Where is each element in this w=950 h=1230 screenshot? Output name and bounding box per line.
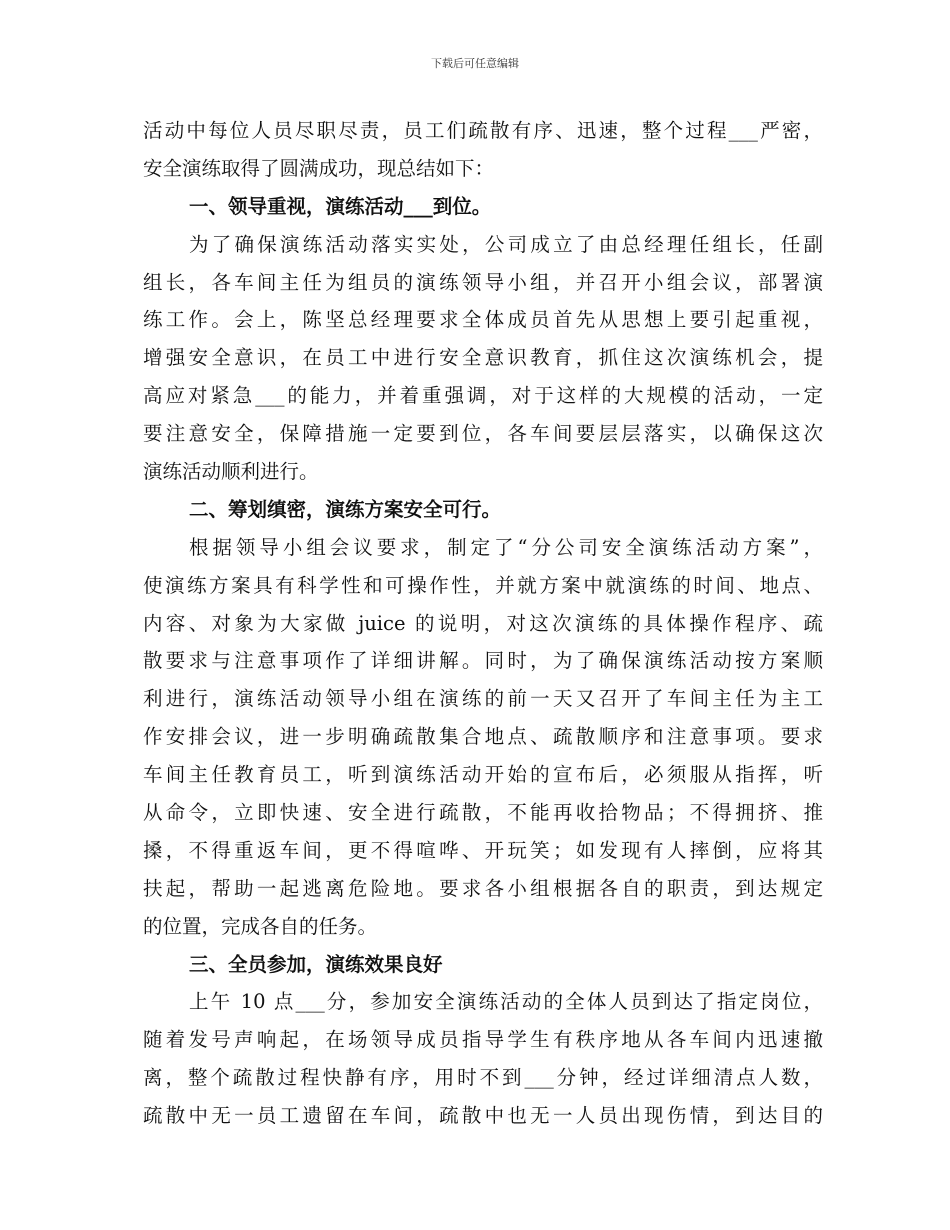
text-line: 高应对紧急___的能力，并着重强调，对于这样的大规模的活动，一定 (143, 384, 823, 408)
text-line: 扶起，帮助一起逃离危险地。要求各小组根据各自的职责，到达规定 (143, 876, 823, 900)
text-line: 离，整个疏散过程快静有序，用时不到___分钟，经过详细清点人数， (143, 1066, 823, 1090)
text-line: 的位置，完成各自的任务。 (143, 914, 378, 938)
page-header: 下载后可任意编辑 (431, 57, 519, 70)
text-line: 作安排会议，进一步明确疏散集合地点、疏散顺序和注意事项。要求 (143, 725, 823, 749)
text-line: 使演练方案具有科学性和可操作性，并就方案中就演练的时间、地点、 (143, 573, 823, 597)
text-line: 演练活动顺利进行。 (143, 460, 319, 484)
text-line: 要注意安全，保障措施一定要到位，各车间要层层落实，以确保这次 (143, 422, 823, 446)
text-line: 上午 10 点___分，参加安全演练活动的全体人员到达了指定岗位， (189, 990, 823, 1014)
text-line: 车间主任教育员工，听到演练活动开始的宣布后，必须服从指挥，听 (143, 763, 823, 787)
text-line: 组长，各车间主任为组员的演练领导小组，并召开小组会议，部署演 (143, 270, 823, 294)
section-heading: 三、全员参加，演练效果良好 (189, 952, 443, 976)
text-line: 为了确保演练活动落实实处，公司成立了由总经理任组长，任副 (189, 232, 823, 256)
text-line: 活动中每位人员尽职尽责，员工们疏散有序、迅速，整个过程___严密， (143, 119, 823, 142)
text-line: 随着发号声响起，在场领导成员指导学生有秩序地从各车间内迅速撤 (143, 1028, 823, 1052)
text-line: 搡，不得重返车间，更不得喧哗、开玩笑；如发现有人摔倒，应将其 (143, 838, 823, 862)
text-line: 练工作。会上，陈坚总经理要求全体成员首先从思想上要引起重视， (143, 308, 823, 332)
section-heading: 二、筹划缜密，演练方案安全可行。 (189, 497, 502, 521)
text-line: 根据领导小组会议要求，制定了“分公司安全演练活动方案”， (189, 535, 823, 559)
text-line: 增强安全意识，在员工中进行安全意识教育，抓住这次演练机会，提 (143, 346, 823, 370)
document-body (143, 112, 823, 1135)
section-heading: 一、领导重视，演练活动___到位。 (189, 194, 492, 218)
text-line: 内容、对象为大家做 juice 的说明，对这次演练的具体操作程序、疏 (143, 611, 823, 635)
text-line: 利进行，演练活动领导小组在演练的前一天又召开了车间主任为主工 (143, 687, 823, 711)
text-line: 散要求与注意事项作了详细讲解。同时，为了确保演练活动按方案顺 (143, 649, 823, 673)
text-line: 安全演练取得了圆满成功，现总结如下： (143, 156, 495, 180)
text-line: 疏散中无一员工遗留在车间，疏散中也无一人员出现伤情，到达目的 (143, 1104, 823, 1128)
text-line: 从命令，立即快速、安全进行疏散，不能再收拾物品；不得拥挤、推 (143, 801, 823, 825)
